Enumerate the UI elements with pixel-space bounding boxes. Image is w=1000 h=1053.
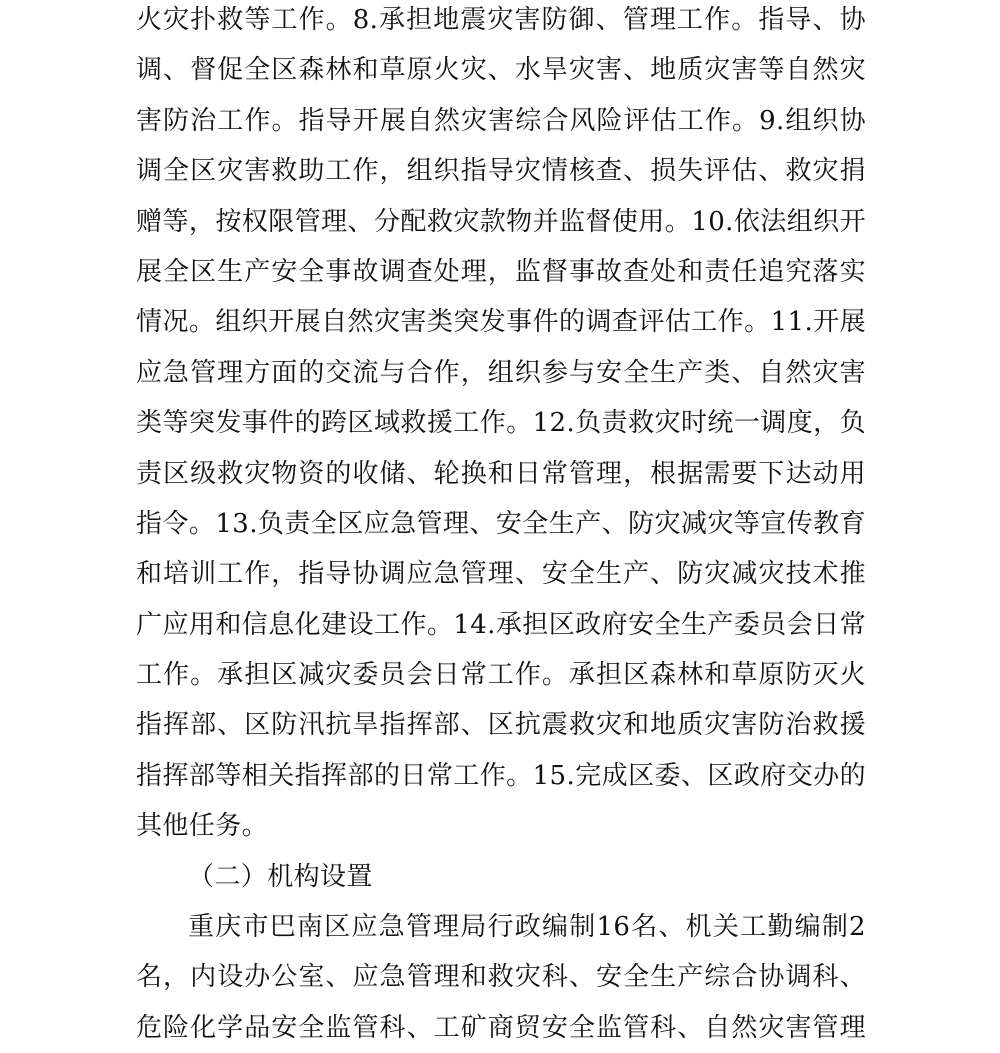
text-line: 展全区生产安全事故调查处理，监督事故查处和责任追究落实 — [136, 256, 866, 287]
text-line: 调、督促全区森林和草原火灾、水旱灾害、地质灾害等自然灾 — [136, 55, 866, 86]
text-line: 类等突发事件的跨区域救援工作。12.负责救灾时统一调度，负 — [136, 408, 866, 439]
text-line: 其他任务。 — [136, 811, 269, 842]
text-line: 调全区灾害救助工作，组织指导灾情核查、损失评估、救灾捐 — [136, 156, 866, 187]
paragraph-line: 危险化学品安全监管科、工矿商贸安全监管科、自然灾害管理 — [136, 1012, 866, 1043]
text-line: 火灾扑救等工作。8.承担地震灾害防御、管理工作。指导、协 — [136, 5, 866, 35]
document-page — [136, 0, 866, 1053]
paragraph-line: 重庆市巴南区应急管理局行政编制16名、机关工勤编制2 — [188, 912, 866, 943]
text-line: 应急管理方面的交流与合作，组织参与安全生产类、自然灾害 — [136, 357, 866, 388]
text-line: 指令。13.负责全区应急管理、安全生产、防灾减灾等宣传教育 — [136, 508, 866, 539]
text-line: 广应用和信息化建设工作。14.承担区政府安全生产委员会日常 — [136, 609, 866, 640]
text-line: 责区级救灾物资的收储、轮换和日常管理，根据需要下达动用 — [136, 458, 866, 489]
section-heading: （二）机构设置 — [188, 861, 373, 892]
text-line: 工作。承担区减灾委员会日常工作。承担区森林和草原防灭火 — [136, 660, 866, 691]
text-line: 和培训工作，指导协调应急管理、安全生产、防灾减灾技术推 — [136, 559, 866, 590]
text-line: 害防治工作。指导开展自然灾害综合风险评估工作。9.组织协 — [136, 105, 866, 136]
text-line: 指挥部、区防汛抗旱指挥部、区抗震救灾和地质灾害防治救援 — [136, 710, 866, 741]
text-line: 指挥部等相关指挥部的日常工作。15.完成区委、区政府交办的 — [136, 760, 866, 791]
text-line: 赠等，按权限管理、分配救灾款物并监督使用。10.依法组织开 — [136, 206, 866, 237]
paragraph-line: 名，内设办公室、应急管理和救灾科、安全生产综合协调科、 — [136, 962, 866, 993]
text-line: 情况。组织开展自然灾害类突发事件的调查评估工作。11.开展 — [136, 307, 866, 338]
